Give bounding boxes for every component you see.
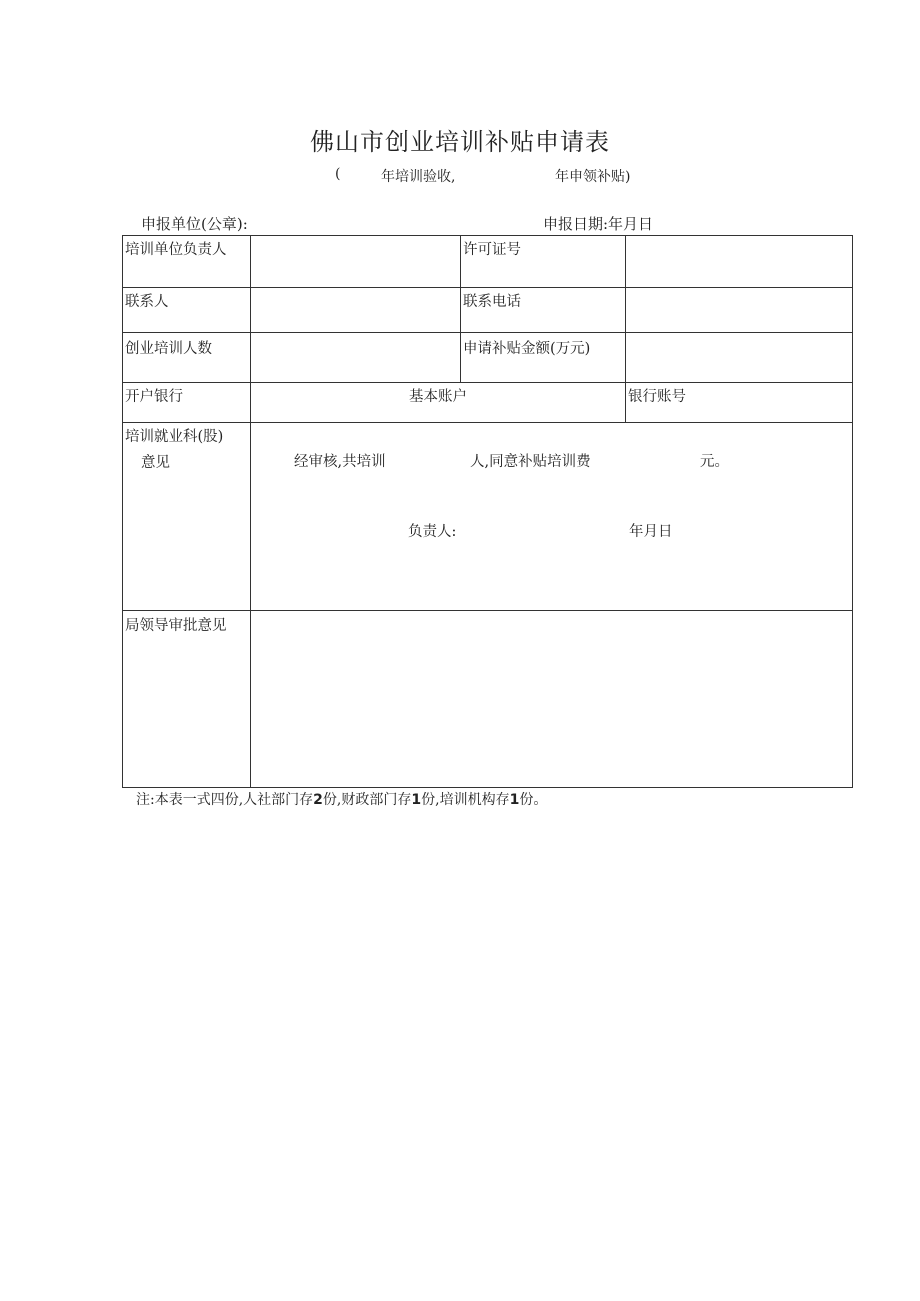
table-row (123, 423, 853, 611)
bank-account-label: 银行账号 (626, 383, 853, 423)
footnote-copies-hr: 2 (313, 792, 323, 808)
phone-value-field[interactable] (626, 288, 853, 333)
footnote-copies-training: 1 (509, 792, 520, 808)
application-date-label: 申报日期:年月日 (543, 215, 654, 233)
bank-label: 开户银行 (123, 383, 251, 423)
footnote-text-3: 份,培训机构存 (421, 792, 510, 808)
footnote-copies-finance: 1 (411, 792, 422, 808)
leader-opinion-label: 局领导审批意见 (123, 611, 251, 788)
footnote-text-2: 份,财政部门存 (322, 792, 412, 808)
table-row (123, 288, 853, 333)
principal-value-field[interactable] (251, 236, 461, 288)
dept-opinion-label-line-1: 培训就业科(股) (125, 429, 224, 445)
table-row (123, 611, 853, 788)
contact-value-field[interactable] (251, 288, 461, 333)
subsidy-amount-field[interactable] (626, 333, 853, 383)
license-label: 许可证号 (461, 236, 626, 288)
dept-date-label: 年月日 (629, 524, 673, 540)
dept-subsidy-text: 人,同意补贴培训费 (470, 454, 591, 470)
dept-opinion-field[interactable] (251, 423, 853, 611)
leader-opinion-field[interactable] (251, 611, 853, 788)
subtitle-open-paren: ( (335, 166, 341, 182)
dept-review-text: 经审核,共培训 (294, 454, 386, 470)
contact-label: 联系人 (123, 288, 251, 333)
trainee-count-label: 创业培训人数 (123, 333, 251, 383)
phone-label: 联系电话 (461, 288, 626, 333)
dept-signer-label: 负责人: (408, 524, 457, 540)
trainee-count-field[interactable] (251, 333, 461, 383)
subtitle-inspection-year: 年培训验收, (381, 169, 456, 185)
footnote-text-4: 份。 (519, 792, 548, 808)
license-value-field[interactable] (626, 236, 853, 288)
dept-yuan-text: 元。 (700, 454, 729, 470)
principal-label: 培训单位负责人 (123, 236, 251, 288)
basic-account-label: 基本账户 (251, 383, 626, 423)
dept-opinion-label (123, 423, 251, 611)
subsidy-amount-label: 申请补贴金额(万元) (461, 333, 626, 383)
subtitle-claim-year: 年申领补贴) (555, 169, 631, 185)
footnote-text-1: 注:本表一式四份,人社部门存 (136, 792, 314, 808)
application-form-table (122, 235, 853, 788)
table-row (123, 383, 853, 423)
dept-opinion-label-line-2: 意见 (141, 455, 170, 471)
page-title: 佛山市创业培训补贴申请表 (310, 128, 610, 156)
table-row (123, 236, 853, 288)
applicant-unit-label: 申报单位(公章): (141, 215, 248, 233)
table-row (123, 333, 853, 383)
footnote (136, 789, 547, 809)
